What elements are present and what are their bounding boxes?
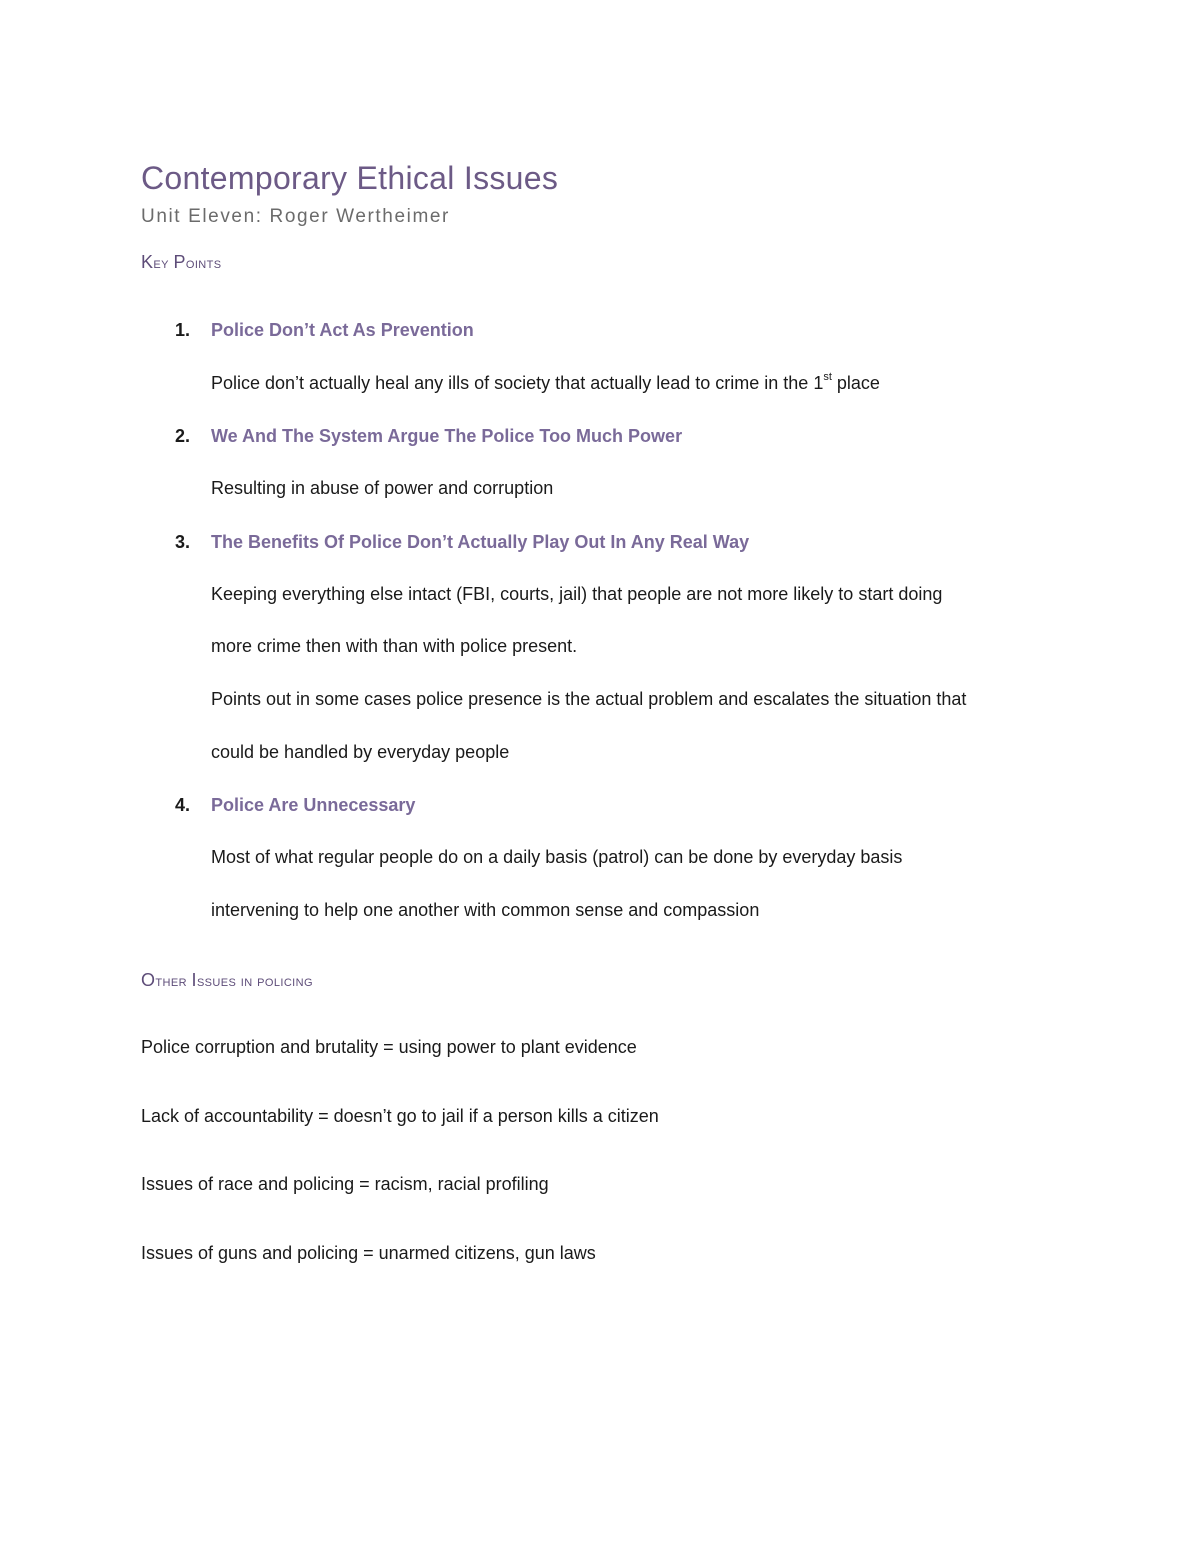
point-number: 3. bbox=[175, 532, 191, 552]
issue-line: Issues of race and policing = racism, racial profiling bbox=[141, 1174, 549, 1194]
heading-initial: O bbox=[141, 970, 156, 990]
point-text: Keeping everything else intact (FBI, courts, jail) that people are not more likely to start doing bbox=[211, 584, 943, 604]
heading-rest: oints bbox=[185, 255, 222, 272]
point-number: 2. bbox=[175, 426, 191, 446]
point-title: Police Are Unnecessary bbox=[211, 795, 416, 815]
point-title: Police Don’t Act As Prevention bbox=[211, 320, 474, 340]
point-text-part: Police don’t actually heal any ills of society that actually lead to crime in the 1 bbox=[211, 373, 824, 393]
superscript: st bbox=[823, 371, 832, 383]
other-issues-heading bbox=[141, 970, 313, 991]
heading-initial: P bbox=[173, 252, 186, 272]
point-text: could be handled by everyday people bbox=[211, 742, 510, 762]
point-text: more crime then with than with police present. bbox=[211, 636, 578, 656]
point-text: Most of what regular people do on a daily basis (patrol) can be done by everyday basis bbox=[211, 847, 903, 867]
document-subtitle: Unit Eleven: Roger Wertheimer bbox=[141, 206, 450, 227]
heading-initial: K bbox=[141, 252, 154, 272]
heading-rest: ey bbox=[153, 255, 174, 272]
point-text: Resulting in abuse of power and corruption bbox=[211, 478, 554, 498]
key-points-heading bbox=[141, 252, 221, 273]
document-title: Contemporary Ethical Issues bbox=[141, 160, 559, 196]
point-title: The Benefits Of Police Don’t Actually Play Out In Any Real Way bbox=[211, 532, 750, 552]
heading-rest: ssues in policing bbox=[196, 973, 313, 990]
point-number: 4. bbox=[175, 795, 191, 815]
point-text: Points out in some cases police presence is the actual problem and escalates the situation that bbox=[211, 689, 967, 709]
point-text: intervening to help one another with common sense and compassion bbox=[211, 900, 760, 920]
point-title: We And The System Argue The Police Too Much Power bbox=[211, 426, 683, 446]
point-number: 1. bbox=[175, 320, 191, 340]
heading-rest: ther bbox=[155, 973, 192, 990]
issue-line: Lack of accountability = doesn’t go to jail if a person kills a citizen bbox=[141, 1106, 659, 1126]
point-text-part: place bbox=[831, 373, 880, 393]
issue-line: Police corruption and brutality = using power to plant evidence bbox=[141, 1037, 637, 1057]
issue-line: Issues of guns and policing = unarmed citizens, gun laws bbox=[141, 1243, 596, 1263]
heading-initial: I bbox=[191, 970, 197, 990]
point-text bbox=[211, 373, 880, 394]
